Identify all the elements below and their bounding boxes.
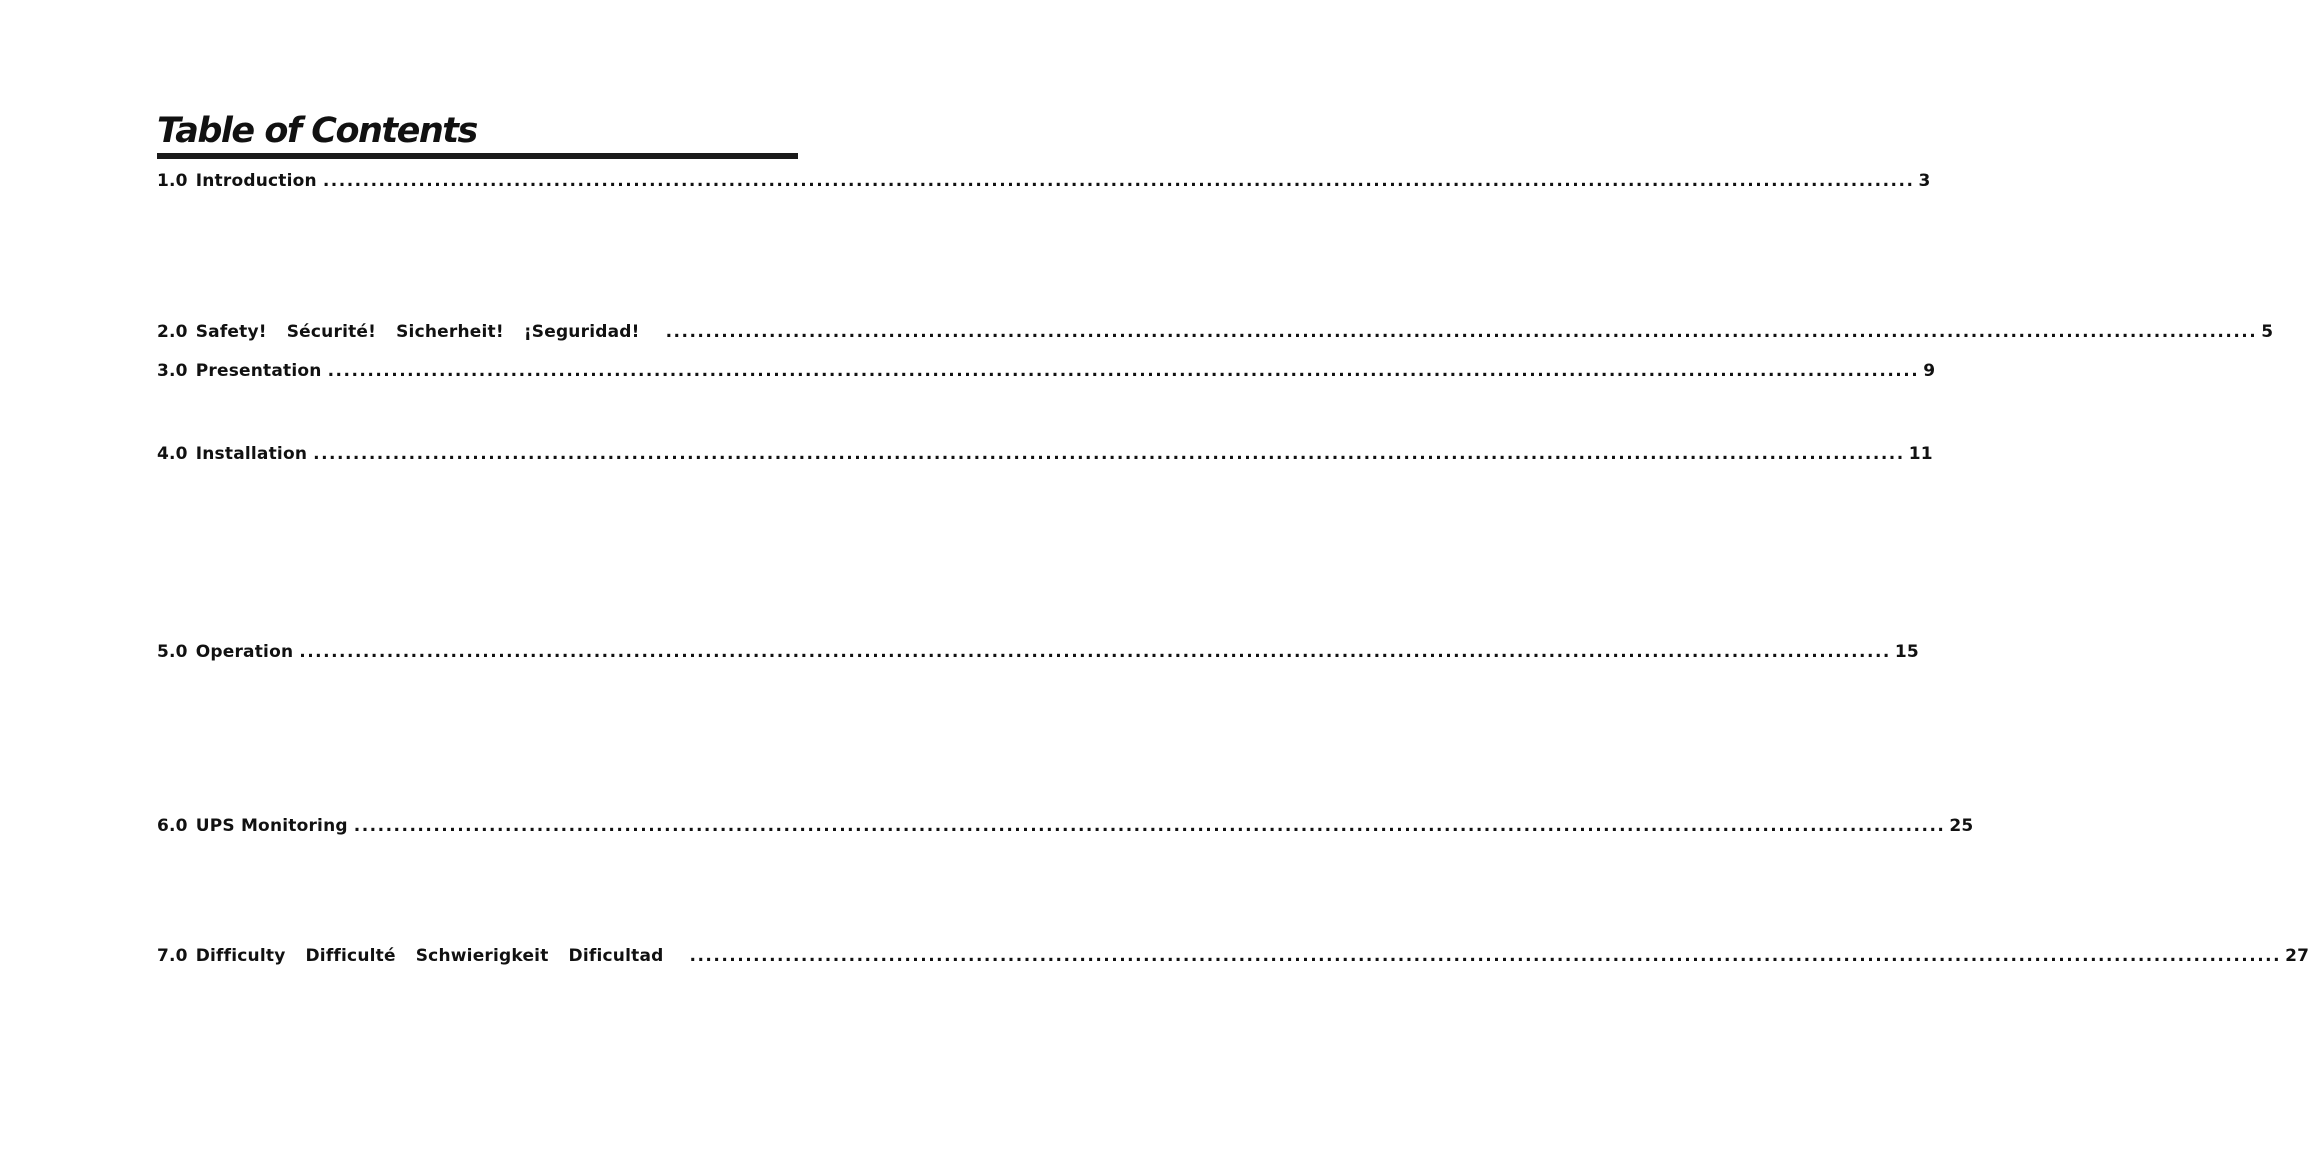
- toc-entry-number: 1.0: [157, 171, 188, 191]
- toc-entry-label: [157, 813, 348, 839]
- dot-leader: ........................................................................................................................................................................................................: [353, 816, 1946, 836]
- toc-entry-installation[interactable]: [157, 441, 1933, 467]
- toc-entry-page: 9: [1923, 361, 1936, 381]
- toc-entry-title: Introduction: [195, 171, 317, 191]
- dot-leader: ........................................................................................................................................................................................................: [327, 361, 1920, 381]
- toc-entry-label: [157, 943, 683, 969]
- title-rule: [157, 153, 798, 159]
- toc-entry-introduction[interactable]: [157, 168, 1931, 194]
- toc-entry-word-english: Safety!: [195, 322, 267, 342]
- toc-entry-word-german: Schwierigkeit: [415, 946, 549, 966]
- toc-entry-number: 3.0: [157, 361, 188, 381]
- toc-entry-label: [157, 639, 293, 665]
- toc-entry-page: 25: [1949, 816, 1974, 836]
- toc-entry-word-french: Sécurité!: [286, 322, 377, 342]
- toc-entry-word-spanish: ¡Seguridad!: [523, 322, 640, 342]
- dot-leader: ........................................................................................................................................................................................................: [322, 171, 1915, 191]
- toc-entry-page: 11: [1908, 444, 1933, 464]
- dot-leader: ........................................................................................................................................................................................................: [313, 444, 1905, 464]
- toc-entry-word-german: Sicherheit!: [396, 322, 504, 342]
- toc-entry-number: 5.0: [157, 642, 188, 662]
- toc-entry-title: Presentation: [195, 361, 322, 381]
- toc-entry-label: [157, 319, 660, 345]
- toc-entry-operation[interactable]: [157, 639, 1919, 665]
- dot-leader: ........................................................................................................................................................................................................: [665, 322, 2258, 342]
- toc-entry-title: Operation: [195, 642, 294, 662]
- toc-entry-difficulty[interactable]: [157, 943, 2309, 969]
- dot-leader: ........................................................................................................................................................................................................: [689, 946, 2282, 966]
- toc-entry-title: Installation: [195, 444, 308, 464]
- dot-leader: ........................................................................................................................................................................................................: [299, 642, 1891, 662]
- toc-entry-number: 4.0: [157, 444, 188, 464]
- toc-entry-number: 6.0: [157, 816, 188, 836]
- toc-entry-word-spanish: Dificultad: [568, 946, 664, 966]
- toc-entry-presentation[interactable]: [157, 358, 1936, 384]
- toc-entry-ups-monitoring[interactable]: [157, 813, 1974, 839]
- toc-entry-label: [157, 441, 307, 467]
- toc-entry-page: 5: [2261, 322, 2274, 342]
- toc-entry-label: [157, 168, 317, 194]
- toc-entry-word-english: Difficulty: [195, 946, 286, 966]
- toc-entry-title: UPS Monitoring: [195, 816, 348, 836]
- toc-entry-word-french: Difficulté: [305, 946, 396, 966]
- toc-entry-number: 2.0: [157, 322, 188, 342]
- toc-entry-page: 3: [1918, 171, 1931, 191]
- page-title: Table of Contents: [157, 111, 477, 151]
- toc-entry-page: 27: [2285, 946, 2309, 966]
- toc-entry-label: [157, 358, 322, 384]
- toc-entry-safety[interactable]: [157, 319, 2274, 345]
- toc-entry-page: 15: [1894, 642, 1919, 662]
- toc-entry-number: 7.0: [157, 946, 188, 966]
